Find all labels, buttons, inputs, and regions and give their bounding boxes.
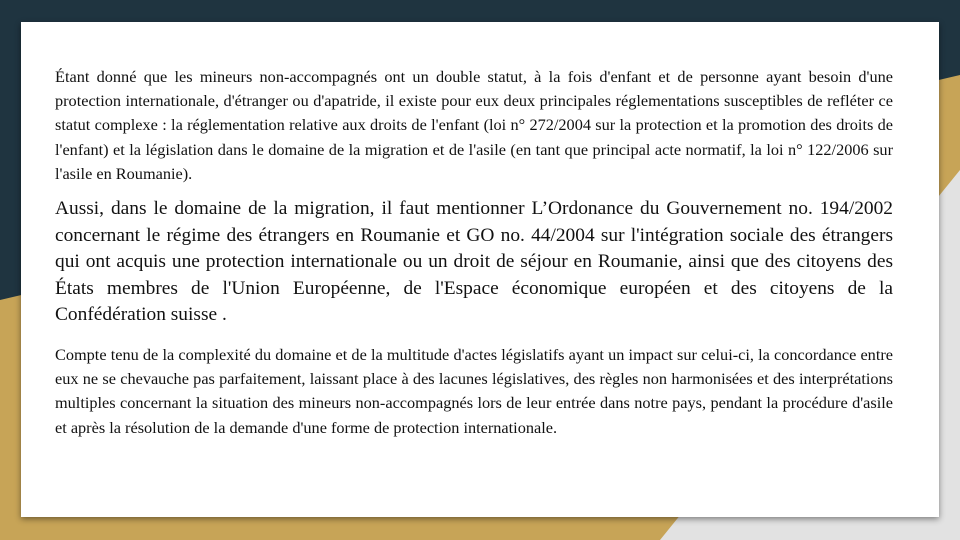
paragraph-legal-framework: Étant donné que les mineurs non-accompagnés ont un double statut, à la fois d'enfant et de personne ayant besoin d'une protection internationale, d'étranger ou d'apatride, il existe pour eux deux principales réglementations susceptibles de refléter ce statut complexe : la réglementation relative aux droits de l'enfant (loi n° 272/2004 sur la protection et la promotion des droits de l'enfant) et la législation dans le domaine de la migration et de l'asile (en tant que principal acte normatif, la loi n° 122/2006 sur l'asile en Roumanie). (55, 67, 893, 183)
content-card (21, 22, 939, 517)
paragraph-migration-ordinance: Aussi, dans le domaine de la migration, il faut mentionner L’Ordonance du Gouvernement no. 194/2002 concernant le régime des étrangers en Roumanie et GO no. 44/2004 sur l'intégration sociale des étrangers qui ont acquis une protection internationale ou un droit de séjour en Roumanie, ainsi que des citoyens des États membres de l'Union Européenne, de l'Espace économique européen et des citoyens de la Confédération suisse . (55, 198, 893, 326)
paragraph-legislative-gaps: Compte tenu de la complexité du domaine et de la multitude d'actes législatifs ayant un impact sur celui-ci, la concordance entre eux ne se chevauche pas parfaitement, laissant place à des lacunes législatives, des règles non harmonisées et des interprétations multiples concernant la situation des mineurs non-accompagnés lors de leur entrée dans notre pays, pendant la procédure d'asile et après la résolution de la demande d'une forme de protection internationale. (55, 344, 893, 437)
